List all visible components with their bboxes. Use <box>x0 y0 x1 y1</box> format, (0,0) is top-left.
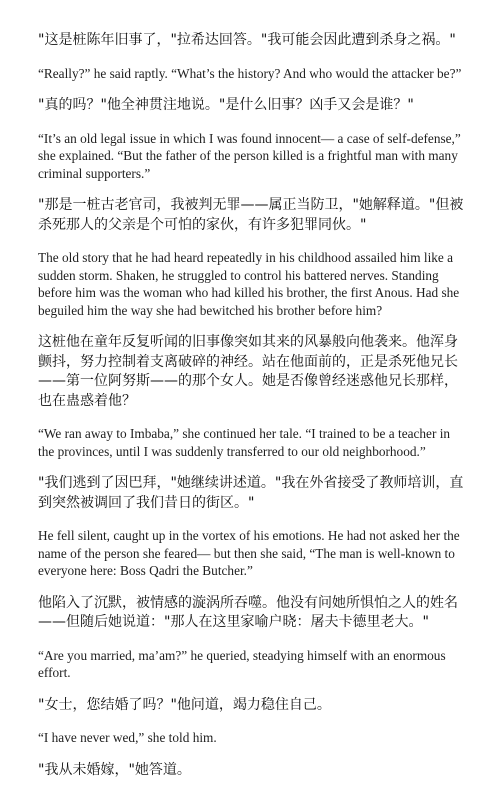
paragraph-en: “Are you married, ma’am?” he queried, steadying himself with an enormous effort. <box>38 647 446 680</box>
paragraph-zh: "那是一桩古老官司，我被判无罪——属正当防卫，"她解释道。"但被杀死那人的父亲是个可怕的家伙，有许多犯罪同伙。" <box>38 197 464 233</box>
paragraph-en: He fell silent, caught up in the vortex of his emotions. He had not asked her the name of the person she feared— but then she said, “The man is well-known to everyone here: Boss Qadri the Butcher.” <box>38 528 460 578</box>
paragraph-zh: "女士，您结婚了吗？"他问道，竭力稳住自己。 <box>38 696 331 713</box>
paragraph-en: The old story that he had heard repeatedly in his childhood assailed him like a sudden storm. Shaken, he struggled to control his battered nerves. Standing before him was the woman who had killed his brother, the first Anous. Had she beguiled him the way she had bewitched his brother before him? <box>38 250 460 318</box>
paragraph-en: “We ran away to Imbaba,” she continued her tale. “I trained to be a teacher in the provinces, until I was suddenly transferred to our old neighborhood.” <box>38 426 451 459</box>
paragraph-en: “I have never wed,” she told him. <box>38 730 217 745</box>
paragraph-en: “It’s an old legal issue in which I was found innocent— a case of self-defense,” she explained. “But the father of the person killed is a frightful man with many criminal supporters.” <box>38 130 461 181</box>
paragraph-zh: "我从未婚嫁，"她答道。 <box>38 761 191 778</box>
paragraph-zh: 这桩他在童年反复听闻的旧事像突如其来的风暴般向他袭来。他浑身颤抖，努力控制着支离破碎的神经。站在他面前的，正是杀死他兄长——第一位阿努斯——的那个女人。她是否像曾经迷惑他兄长那样，也在蛊惑着他？ <box>38 334 458 409</box>
document-page <box>38 31 468 794</box>
paragraph-zh: "我们逃到了因巴拜，"她继续讲述道。"我在外省接受了教师培训，直到突然被调回了我们昔日的街区。" <box>38 475 464 511</box>
paragraph-en: “Really?” he said raptly. “What’s the history? And who would the attacker be?” <box>38 65 462 81</box>
paragraph-zh: 他陷入了沉默，被情感的漩涡所吞噬。他没有问她所惧怕之人的姓名——但随后她说道："那人在这里家喻户晓：屠夫卡德里老大。" <box>38 594 458 630</box>
paragraph-zh: "真的吗？"他全神贯注地说。"是什么旧事？凶手又会是谁？" <box>38 97 414 113</box>
paragraph-zh: "这是桩陈年旧事了，"拉希达回答。"我可能会因此遭到杀身之祸。" <box>38 32 456 48</box>
